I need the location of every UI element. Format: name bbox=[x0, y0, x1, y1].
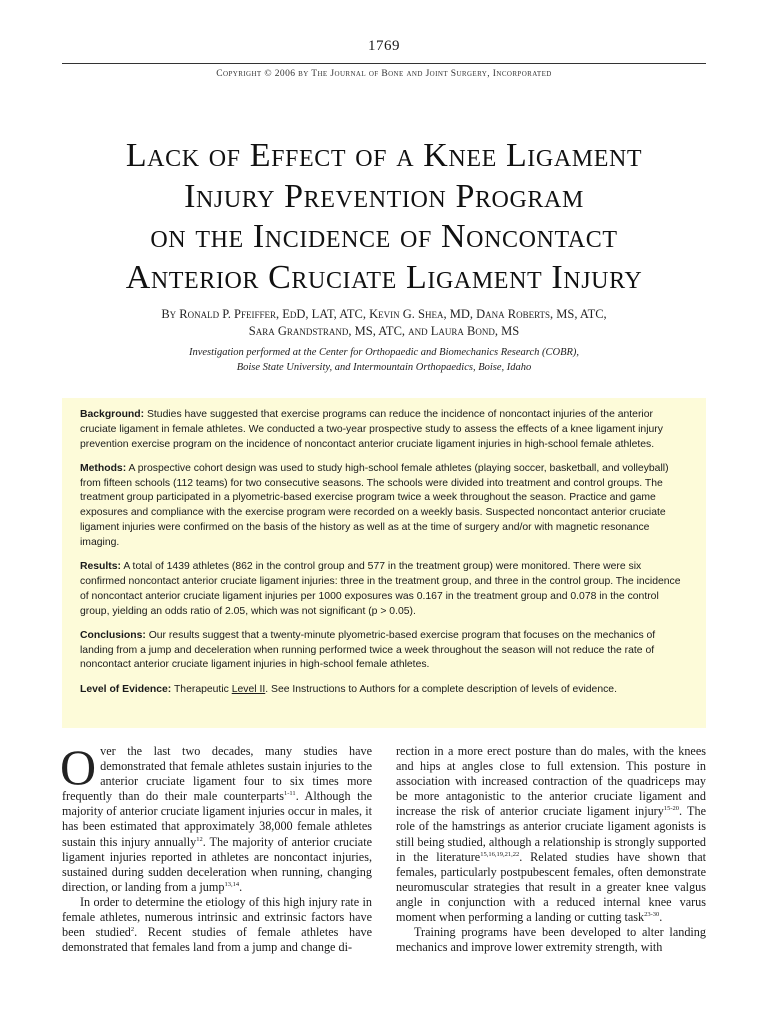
abstract-label: Level of Evidence: bbox=[80, 683, 172, 695]
abstract-label: Methods: bbox=[80, 462, 127, 474]
body-column-right bbox=[396, 744, 706, 955]
author-line: By Ronald P. Pfeiffer, EdD, LAT, ATC, Kevin G. Shea, MD, Dana Roberts, MS, ATC, bbox=[161, 307, 607, 321]
title-line: Anterior Cruciate Ligament Injury bbox=[125, 258, 643, 296]
body-text: rection in a more erect posture than do males, with the knees and hips at angles close to full extension. This posture in association with increased contraction of the quadriceps may be more antagonistic to the anterior cruciate ligament and increase the risk of anterior cruciate ligament injury bbox=[396, 744, 706, 819]
citation-reference: 15,16,19,21,22 bbox=[480, 850, 520, 858]
abstract-methods bbox=[80, 462, 689, 551]
title-line: Injury Prevention Program bbox=[184, 177, 584, 215]
affiliation-line: Investigation performed at the Center for Orthopaedic and Biomechanics Research (COBR), bbox=[188, 347, 580, 358]
abstract-level-of-evidence bbox=[80, 683, 689, 698]
abstract-background bbox=[80, 408, 689, 452]
body-text: . Related studies have shown that females, particularly postpubescent females, often demonstrate neuromuscular strategies that result in a greater knee valgus angle in conjunction with a reduced internal knee varus moment when performing a landing or cutting task bbox=[396, 849, 706, 925]
abstract-text: Studies have suggested that exercise programs can reduce the incidence of noncontact injuries of the anterior cruciate ligament in female athletes. We conducted a two-year prospective study to assess the effects of a knee ligament injury prevention exercise program on the incidence of noncontact anterior cruciate ligament injuries in high-school female athletes. bbox=[80, 409, 663, 450]
copyright-notice: Copyright © 2006 by The Journal of Bone and Joint Surgery, Incorporated bbox=[216, 69, 552, 79]
citation-reference: 15-20 bbox=[663, 805, 680, 813]
body-paragraph bbox=[396, 925, 706, 955]
affiliation-line: Boise State University, and Intermountain Orthopaedics, Boise, Idaho bbox=[236, 361, 532, 373]
abstract-text: . See Instructions to Authors for a complete description of levels of evidence. bbox=[265, 683, 617, 695]
abstract-conclusions bbox=[80, 629, 689, 673]
abstract-text: A prospective cohort design was used to study high-school female athletes (playing soccer, basketball, and volleyball) from fifteen schools (112 teams) for two consecutive seasons. The schools were divided into treatment and control groups. The treatment group participated in a plyometric-based exercise program twice a week throughout the season. Practice and game exposures and compliance with the exercise program were recorded on a weekly basis. Suspected noncontact anterior cruciate ligament injuries were confirmed on the basis of the history as well as at the time of surgery and/or with magnetic resonance imaging. bbox=[80, 462, 669, 548]
abstract-text: A total of 1439 athletes (862 in the control group and 577 in the treatment group) were monitored. There were six confirmed noncontact anterior cruciate ligament injuries: three in the treatment group, and three in the control group. The incidence of noncontact anterior cruciate ligament injuries per 1000 exposures was 0.167 in the treatment group and 0.078 in the control group, yielding an odds ratio of 2.05, which was not significant (p > 0.05). bbox=[80, 561, 681, 617]
abstract-label: Conclusions: bbox=[80, 629, 146, 641]
citation-reference: 12 bbox=[196, 835, 203, 843]
author-line: Sara Grandstrand, MS, ATC, and Laura Bond, MS bbox=[248, 323, 520, 338]
abstract-box bbox=[62, 398, 706, 728]
body-text: . bbox=[239, 879, 243, 894]
level-of-evidence-link[interactable]: Level II bbox=[231, 683, 266, 695]
body-paragraph bbox=[60, 739, 372, 895]
page-number: 1769 bbox=[368, 38, 400, 54]
body-column-left bbox=[60, 739, 372, 955]
abstract-label: Results: bbox=[80, 561, 121, 573]
abstract-text: Our results suggest that a twenty-minute plyometric-based exercise program that focuses on the mechanics of landing from a jump and deceleration when running performed twice a week throughout the season will not reduce the rate of noncontact anterior cruciate ligament injuries in high-school female athletes. bbox=[80, 629, 656, 671]
drop-cap: O bbox=[60, 739, 97, 795]
title-line: on the Incidence of Noncontact bbox=[150, 218, 618, 255]
citation-reference: 13,14 bbox=[224, 880, 240, 888]
citation-reference: 23-30 bbox=[644, 911, 660, 919]
title-line: Lack of Effect of a Knee Ligament bbox=[125, 137, 643, 174]
body-text: ver the last two decades, many studies have demonstrated that female athletes sustain injuries to the anterior cruciate ligament four to six times more frequently than do their male counterparts bbox=[62, 744, 372, 804]
author-list bbox=[60, 306, 708, 339]
body-text: In order to determine the etiology of this high injury rate in female athletes, numerous intrinsic and extrinsic factors have been studied bbox=[62, 894, 372, 940]
abstract-results bbox=[80, 560, 689, 619]
article-title bbox=[40, 136, 728, 298]
body-paragraph bbox=[62, 895, 372, 955]
citation-reference: 1-11 bbox=[284, 790, 296, 798]
body-text: . The role of the hamstrings as anterior cruciate ligament agonists is still being studied, although a relationship is strongly supported in the literature bbox=[396, 804, 706, 864]
abstract-label: Background: bbox=[80, 409, 145, 420]
body-text: . Although the majority of anterior cruciate ligament injuries occur in males, it has been estimated that approximately 38,000 female athletes sustain this injury annually bbox=[62, 789, 372, 849]
body-text: Training programs have been developed to alter landing mechanics and improve lower extremity strength, with bbox=[396, 925, 706, 955]
body-text: . The majority of anterior cruciate ligament injuries reported in athletes are noncontact injuries, sustained during sudden deceleration when running, changing direction, or landing from a jump bbox=[62, 834, 372, 894]
affiliation bbox=[80, 346, 688, 375]
body-text: . bbox=[659, 910, 663, 925]
header-rule bbox=[62, 63, 706, 64]
body-text: . Recent studies of female athletes have demonstrated that females land from a jump and change di- bbox=[62, 925, 372, 955]
body-paragraph bbox=[396, 744, 706, 925]
citation-reference: 2 bbox=[130, 926, 135, 934]
abstract-text: Therapeutic bbox=[171, 683, 232, 695]
